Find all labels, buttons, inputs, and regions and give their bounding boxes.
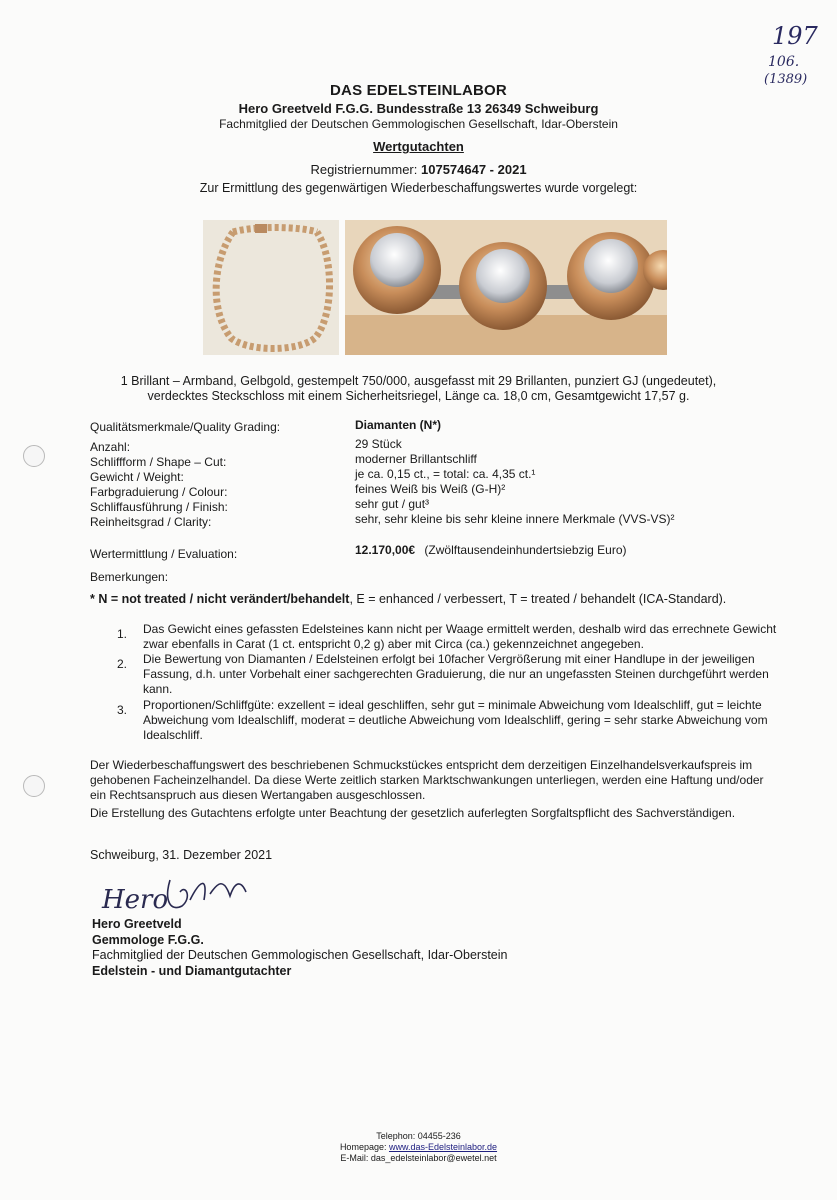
grading-label-finish: Schliffausführung / Finish:: [90, 500, 228, 514]
footer-homepage-label: Homepage:: [339, 1142, 387, 1152]
registration-label: Registriernummer:: [310, 162, 418, 177]
description-line-2: verdecktes Steckschloss mit einem Sicherheitsriegel, Länge ca. 18,0 cm, Gesamtgewicht 17,57 g.: [147, 389, 690, 403]
intro-line: Zur Ermittlung des gegenwärtigen Wiederbeschaffungswertes wurde vorgelegt:: [199, 181, 638, 195]
bracelet-chain-icon: [203, 220, 339, 355]
punch-hole-upper: [23, 445, 45, 467]
diamond-settings-icon: [345, 220, 667, 355]
footer-homepage: [0, 1142, 837, 1153]
footer-homepage-link[interactable]: www.das-Edelsteinlabor.de: [388, 1142, 498, 1152]
grading-heading-value: Diamanten (N*): [355, 418, 442, 432]
diligence-paragraph: Die Erstellung des Gutachtens erfolgte unter Beachtung der gesetzlich auferlegten Sorgfaltspflicht des Sachverständigen.: [90, 806, 736, 820]
registration-line: [0, 162, 837, 177]
treatment-legend-bold: * N = not treated / nicht verändert/behandelt: [90, 592, 350, 606]
note-2-number: 2.: [117, 657, 128, 671]
registration-number: 107574647 - 2021: [421, 162, 527, 177]
treatment-legend: [90, 592, 726, 607]
grading-label-clarity: Reinheitsgrad / Clarity:: [90, 515, 212, 529]
grading-value-finish: sehr gut / gut³: [355, 497, 430, 511]
handwritten-number: 197: [772, 22, 818, 50]
punch-hole-lower: [23, 775, 45, 797]
evaluation-value: [355, 543, 627, 558]
grading-label-colour: Farbgraduierung / Colour:: [90, 485, 228, 499]
footer-email: E-Mail: das_edelsteinlabor@ewetel.net: [340, 1153, 497, 1163]
description-line-1: 1 Brillant – Armband, Gelbgold, gestempelt 750/000, ausgefasst mit 29 Brillanten, punziert GJ (ungedeutet),: [120, 374, 717, 388]
grading-label-count: Anzahl:: [90, 440, 131, 454]
replacement-value-paragraph: Der Wiederbeschaffungswert des beschriebenen Schmuckstückes entspricht dem derzeitigen Einzelhandelsverkaufspreis im gehobenen Facheinzelhandel. Da diese Werte zeitlich starken Marktschwankungen unterliegen, werden eine Haftung und/oder ein Rechtsanspruch aus diesen Wertangaben ausgeschlossen.: [90, 758, 764, 802]
grading-label-shape: Schliffform / Shape – Cut:: [90, 455, 227, 469]
grading-value-clarity: sehr, sehr kleine bis sehr kleine innere Merkmale (VVS-VS)²: [355, 512, 675, 526]
owner-line: Hero Greetveld F.G.G. Bundesstraße 13 26349 Schweiburg: [238, 101, 599, 116]
signature-icon: [100, 870, 260, 920]
doc-title: Wertgutachten: [373, 139, 464, 154]
date-line: Schweiburg, 31. Dezember 2021: [90, 848, 273, 862]
treatment-legend-rest: , E = enhanced / verbessert, T = treated / behandelt (ICA-Standard).: [349, 592, 727, 606]
bracelet-photo: [203, 220, 339, 355]
footer-phone: Telephon: 04455-236: [376, 1131, 461, 1141]
note-1-text: Das Gewicht eines gefassten Edelsteines kann nicht per Waage ermittelt werden, deshalb wird das errechnete Gewicht zwar ebenfalls in Carat (1 ct. entspricht 0,2 g) aber mit Circa (ca.) gekennzeichnet angegeben.: [143, 622, 777, 651]
member-line: Fachmitglied der Deutschen Gemmologischen Gesellschaft, Idar-Oberstein: [219, 117, 618, 131]
evaluation-words: (Zwölftausendeinhundertsiebzig Euro): [424, 543, 627, 557]
note-3-number: 3.: [117, 703, 128, 717]
note-2-text: Die Bewertung von Diamanten / Edelsteinen erfolgt bei 10facher Vergrößerung mit einer Handlupe in der jeweiligen Fassung, d.h. unter Vorbehalt einer sachgerechten Graduierung, die nur an ungefassten Steinen durchgeführt werden kann.: [143, 652, 769, 696]
handwritten-sub2: (1389): [764, 72, 808, 87]
signer-membership: Fachmitglied der Deutschen Gemmologischen Gesellschaft, Idar-Oberstein: [92, 948, 508, 962]
signer-role: Edelstein - und Diamantgutachter: [92, 964, 292, 978]
grading-label-weight: Gewicht / Weight:: [90, 470, 184, 484]
handwritten-sub1: 106.: [768, 54, 800, 70]
grading-heading-label: Qualitätsmerkmale/Quality Grading:: [90, 420, 281, 434]
bracelet-closeup-photo: [345, 220, 667, 355]
note-3-text: Proportionen/Schliffgüte: exzellent = ideal geschliffen, sehr gut = minimale Abweichung vom Idealschliff, gut = leichte Abweichung vom Idealschliff, moderat = deutliche Abweichung vom Idealschliff, gering = sehr starke Abweichung vom Idealschliff.: [143, 698, 768, 742]
remarks-label: Bemerkungen:: [90, 570, 169, 584]
signature-scribble: Hero: [102, 885, 169, 915]
signer-name: Hero Greetveld: [92, 917, 182, 931]
grading-value-weight: je ca. 0,15 ct., = total: ca. 4,35 ct.¹: [355, 467, 536, 481]
signer-title: Gemmologe F.G.G.: [92, 933, 204, 947]
note-1-number: 1.: [117, 627, 128, 641]
evaluation-label: Wertermittlung / Evaluation:: [90, 547, 238, 561]
grading-value-shape: moderner Brillantschliff: [355, 452, 477, 466]
grading-value-colour: feines Weiß bis Weiß (G-H)²: [355, 482, 506, 496]
evaluation-amount: 12.170,00€: [355, 543, 416, 557]
grading-value-count: 29 Stück: [355, 437, 402, 451]
lab-name: DAS EDELSTEINLABOR: [330, 82, 507, 99]
